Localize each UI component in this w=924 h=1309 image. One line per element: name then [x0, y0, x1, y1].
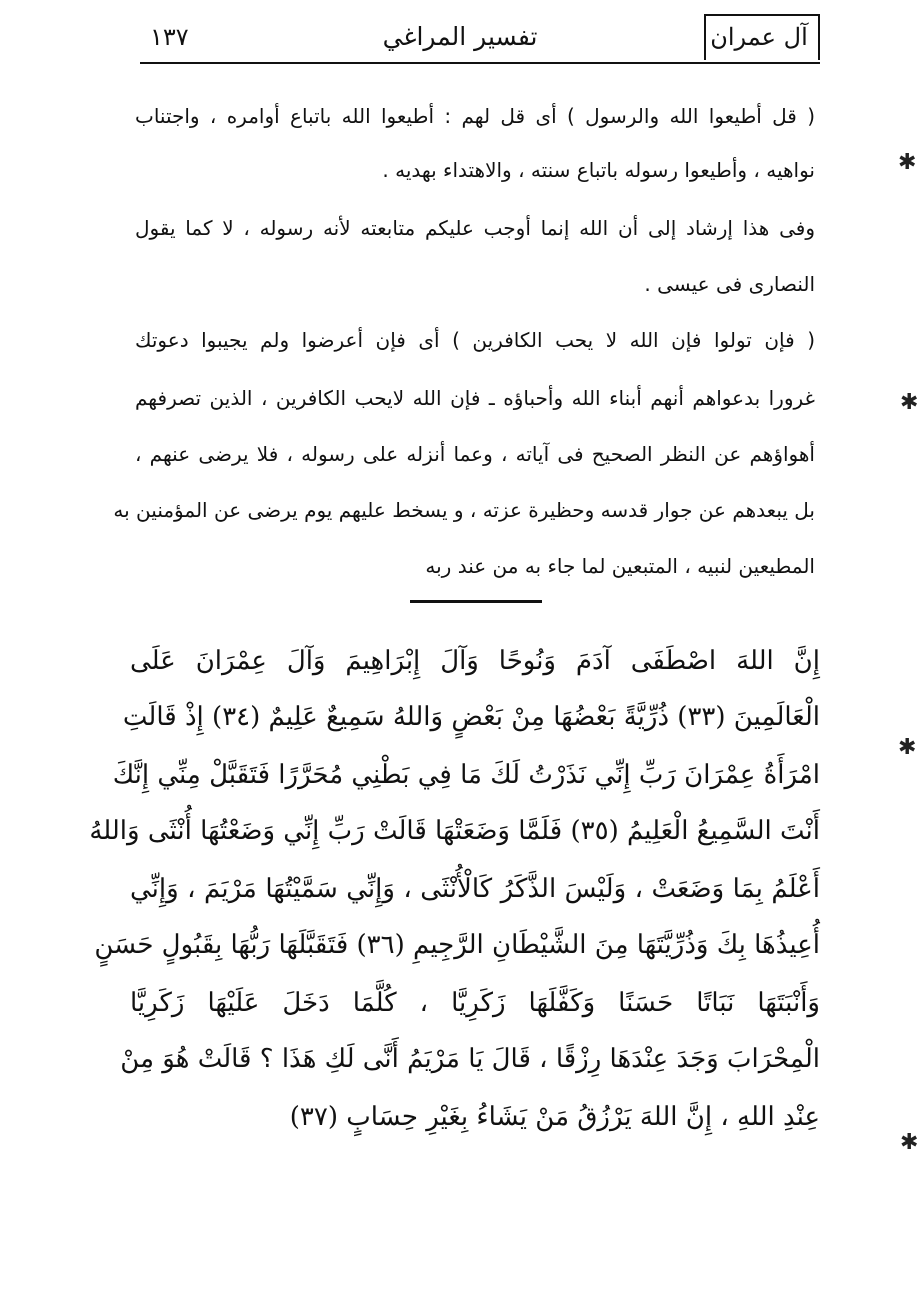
- page-number: ١٣٧: [150, 23, 189, 51]
- verse-line: إِنَّ اللهَ اصْطَفَى آدَمَ وَنُوحًا وَآلَ إِبْرَاهِيمَ وَآلَ عِمْرَانَ عَلَى: [130, 646, 820, 676]
- commentary-line: النصارى فى عيسى .: [644, 272, 815, 296]
- verse-line: أَنْتَ السَّمِيعُ الْعَلِيمُ (٣٥) فَلَمَّا وَضَعَتْهَا قَالَتْ رَبِّ إِنِّي وَضَعْتُهَا أُنْثَى وَاللهُ: [89, 816, 820, 846]
- verse-line: وَأَنْبَتَهَا نَبَاتًا حَسَنًا وَكَفَّلَهَا زَكَرِيَّا ، كُلَّمَا دَخَلَ عَلَيْهَا زَكَرِيَّا: [130, 988, 820, 1018]
- header-rule: [140, 62, 820, 64]
- scan-speck: ✱: [898, 735, 917, 760]
- commentary-line: نواهيه ، وأطيعوا رسوله باتباع سنته ، والاهتداء بهديه .: [382, 158, 815, 182]
- verse-line: امْرَأَةُ عِمْرَانَ رَبِّ إِنِّي نَذَرْتُ لَكَ مَا فِي بَطْنِي مُحَرَّرًا فَتَقَبَّلْ مِنِّي إِنَّكَ: [112, 760, 820, 790]
- commentary-line: بل يبعدهم عن جوار قدسه وحظيرة عزته ، و يسخط عليهم يوم يرضى عن المؤمنين به: [113, 498, 815, 522]
- commentary-line: وفى هذا إرشاد إلى أن الله إنما أوجب عليكم متابعته لأنه رسوله ، لا كما يقول: [135, 216, 815, 240]
- section-divider: [410, 600, 542, 603]
- book-title: تفسير المراغي: [382, 22, 538, 51]
- verse-line: أُعِيذُهَا بِكَ وَذُرِّيَّتَهَا مِنَ الشَّيْطَانِ الرَّجِيمِ (٣٦) فَتَقَبَّلَهَا رَبُّهَا بِقَبُولٍ حَسَنٍ: [94, 930, 820, 960]
- surah-name: آل عمران: [710, 23, 808, 51]
- scan-speck: ✱: [900, 1130, 919, 1155]
- commentary-line: أهواؤهم عن النظر الصحيح فى آياته ، وعما أنزله على رسوله ، فلا يرضى عنهم ،: [135, 442, 815, 466]
- verse-line: عِنْدِ اللهِ ، إِنَّ اللهَ يَرْزُقُ مَنْ يَشَاءُ بِغَيْرِ حِسَابٍ (٣٧): [289, 1102, 820, 1132]
- verse-line: الْمِحْرَابَ وَجَدَ عِنْدَهَا رِزْقًا ، قَالَ يَا مَرْيَمُ أَنَّى لَكِ هَذَا ؟ قَالَتْ هُوَ مِنْ: [120, 1044, 820, 1074]
- scan-speck: ✱: [900, 390, 919, 415]
- commentary-line: ( فإن تولوا فإن الله لا يحب الكافرين ) أى فإن أعرضوا ولم يجيبوا دعوتك: [135, 328, 815, 352]
- commentary-line: المطيعين لنبيه ، المتبعين لما جاء به من عند ربه: [425, 554, 815, 578]
- commentary-line: غرورا بدعواهم أنهم أبناء الله وأحباؤه ـ فإن الله لايحب الكافرين ، الذين تصرفهم: [135, 386, 815, 410]
- commentary-line: ( قل أطيعوا الله والرسول ) أى قل لهم : أطيعوا الله باتباع أوامره ، واجتناب: [135, 104, 815, 128]
- verse-line: الْعَالَمِينَ (٣٣) ذُرِّيَّةً بَعْضُهَا مِنْ بَعْضٍ وَاللهُ سَمِيعٌ عَلِيمٌ (٣٤) إِذْ قَالَتِ: [122, 702, 820, 732]
- scan-speck: ✱: [898, 150, 917, 175]
- verse-line: أَعْلَمُ بِمَا وَضَعَتْ ، وَلَيْسَ الذَّكَرُ كَالْأُنْثَى ، وَإِنِّي سَمَّيْتُهَا مَرْيَمَ ، وَإِنِّي: [130, 874, 820, 904]
